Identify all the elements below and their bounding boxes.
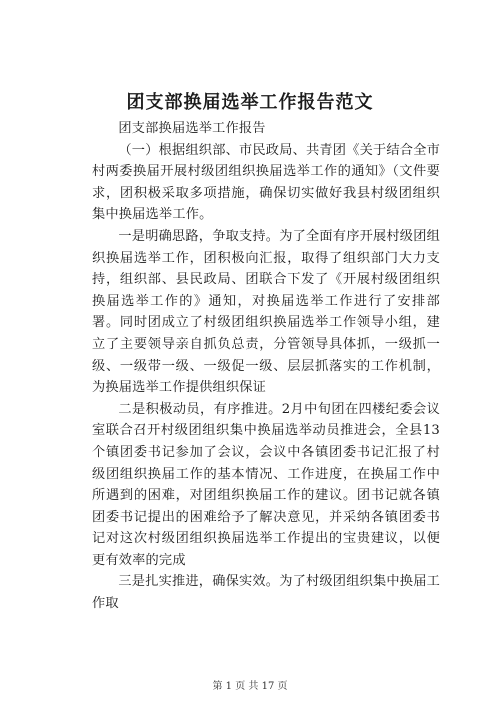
- document-subtitle: 团支部换届选举工作报告: [118, 121, 266, 136]
- page-number-footer: 第 1 页 共 17 页: [212, 681, 288, 692]
- paragraph-3: 二是积极动员，有序推进。2月中旬团在四楼纪委会议室联合召开村级团组织集中换届选举动员推进会，全县13个镇团委书记参加了会议，会议中各镇团委书记汇报了村级团组织换届工作的基本情况、工作进度，在换届工作中所遇到的困难，对团组织换届工作的建议。团书记就各镇团委书记提出的困难给予了解决意见，并采纳各镇团委书记对这次村级团组织换届选举工作提出的宝贵建议，以便更有效率的完成: [92, 401, 440, 568]
- paragraph-2: 一是明确思路，争取支持。为了全面有序开展村级团组织换届选举工作，团积极向汇报，取得了组织部门大力支持，组织部、县民政局、团联合下发了《开展村级团组织换届选举工作的》通知，对换届选举工作进行了安排部署。同时团成立了村级团组织换届选举工作领导小组，建立了主要领导亲自抓负总责，分管领导具体抓，一级抓一级、一级带一级、一级促一级、层层抓落实的工作机制，为换届选举工作提供组织保证: [92, 228, 440, 396]
- paragraph-4: 三是扎实推进，确保实效。为了村级团组织集中换届工作取: [92, 574, 440, 612]
- paragraph-1: （一）根据组织部、市民政局、共青团《关于结合全市村两委换届开展村级团组织换届选举工作的通知》（文件要求，团积极采取多项措施，确保切实做好我县村级团组织集中换届选举工作。: [92, 142, 440, 223]
- document-body: [92, 118, 440, 615]
- document-title: 团支部换届选举工作报告范文: [126, 92, 374, 113]
